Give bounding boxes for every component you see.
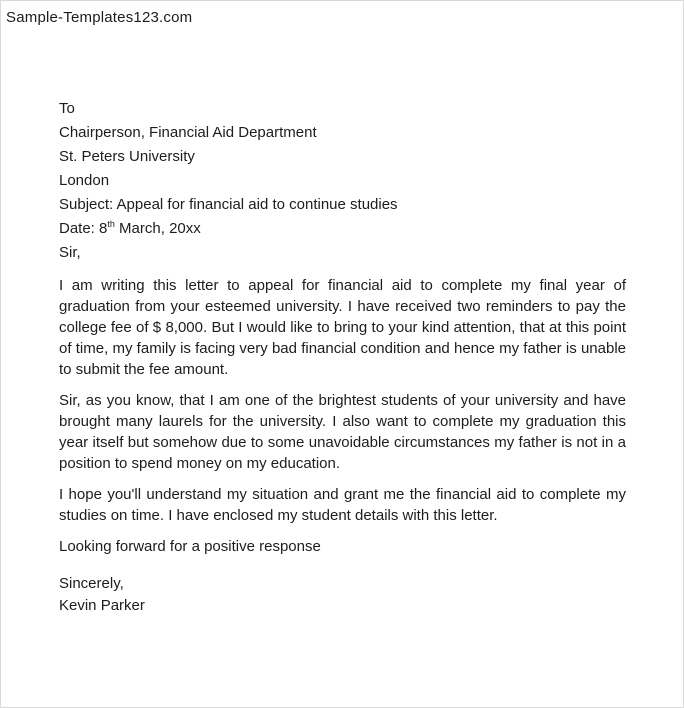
paragraph-circumstances: Sir, as you know, that I am one of the brightest students of your university and have brought many laurels for the university. I also want to complete my graduation this year itself but somehow due to some unavoidable circumstances my father is not in a position to spend money on my education. xyxy=(59,392,626,472)
recipient-city: London xyxy=(59,172,110,189)
sign-off: Sincerely, xyxy=(59,575,124,592)
site-branding xyxy=(1,1,683,27)
recipient-institution: St. Peters University xyxy=(59,148,195,165)
signature-block xyxy=(59,573,626,617)
date-line xyxy=(59,217,626,241)
recipient-name: Chairperson, Financial Aid Department xyxy=(59,124,317,141)
paragraph-request: I hope you'll understand my situation and grant me the financial aid to complete my studies on time. I have enclosed my student details with this letter. xyxy=(59,486,626,524)
recipient-to-label: To xyxy=(59,100,75,117)
letter-body xyxy=(59,97,626,617)
site-name: Sample-Templates123.com xyxy=(6,9,193,26)
date-rest: March, 20xx xyxy=(114,220,201,237)
signature-name: Kevin Parker xyxy=(59,597,145,614)
subject-line: Subject: Appeal for financial aid to continue studies xyxy=(59,196,398,213)
greeting: Sir, xyxy=(59,244,81,261)
date-prefix: Date: 8 xyxy=(59,220,108,237)
date-ordinal-suffix: th xyxy=(107,219,115,229)
paragraph-appeal: I am writing this letter to appeal for financial aid to complete my final year of graduation from your esteemed university. I have received two reminders to pay the college fee of $ 8,000. But I would like to bring to your kind attention, that at this point of time, my family is facing very bad financial condition and hence my father is unable to submit the fee amount. xyxy=(59,277,626,378)
closing-line: Looking forward for a positive response xyxy=(59,538,321,555)
